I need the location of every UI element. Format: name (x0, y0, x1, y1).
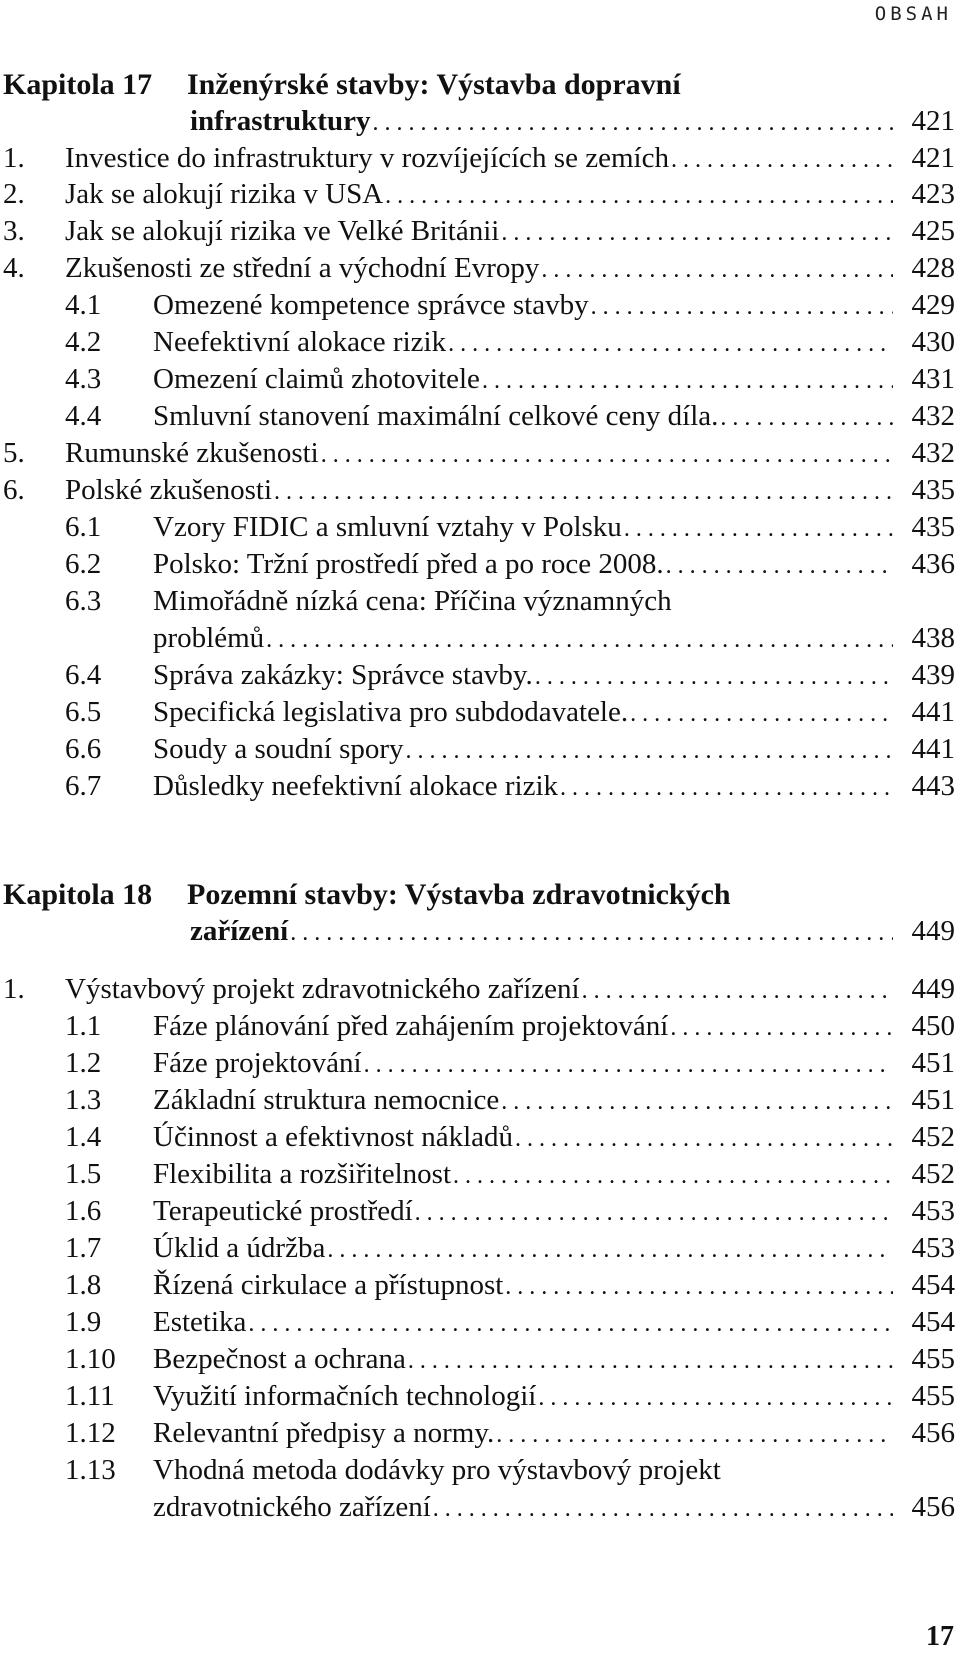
entry-number: 6.1 (65, 511, 102, 543)
page-number: 449 (911, 915, 955, 947)
leader-dots (539, 251, 893, 289)
page-number: 432 (911, 400, 955, 432)
page-number: 455 (911, 1380, 955, 1412)
leader-dots (503, 1268, 893, 1306)
entry-number: 1. (3, 973, 25, 1005)
page-number: 438 (911, 622, 955, 654)
entry-label: Specifická legislativa pro subdodavatele. (153, 696, 629, 728)
entry-number: 1.6 (65, 1195, 102, 1227)
entry-number: 5. (3, 437, 25, 469)
entry-label-continuation: zdravotnického zařízení (153, 1491, 431, 1523)
leader-dots (446, 325, 893, 363)
entry-label: Účinnost a efektivnost nákladů (153, 1121, 513, 1153)
entry-number: 4.2 (65, 326, 102, 358)
leader-dots (494, 1416, 893, 1454)
page-number: 454 (911, 1306, 955, 1338)
page-number: 432 (911, 437, 955, 469)
leader-dots (264, 621, 893, 659)
entry-number: 1.7 (65, 1232, 102, 1264)
page-number: 451 (911, 1084, 955, 1116)
page-number: 435 (911, 511, 955, 543)
page-number: 455 (911, 1343, 955, 1375)
entry-label: Správa zakázky: Správce stavby. (153, 659, 533, 691)
toc-subentry (3, 767, 955, 805)
entry-label: Fáze projektování (153, 1047, 362, 1079)
toc-entry (3, 471, 955, 509)
leader-dots (383, 177, 893, 215)
folio-page-number: 17 (926, 1621, 954, 1652)
toc-entry (3, 212, 955, 250)
page-number: 435 (911, 474, 955, 506)
entry-label: Smluvní stanovení maximální celkové ceny díla. (153, 400, 719, 432)
entry-label: Bezpečnost a ochrana (153, 1343, 406, 1375)
leader-dots (272, 473, 893, 511)
page-number: 452 (911, 1158, 955, 1190)
leader-dots (628, 695, 893, 733)
entry-label: Základní struktura nemocnice (153, 1084, 500, 1116)
leader-dots (370, 104, 893, 142)
entry-label: Zkušenosti ze střední a východní Evropy (65, 252, 540, 284)
chapter-title-line2: infrastruktury (190, 105, 371, 137)
entry-number: 1. (3, 142, 25, 174)
entry-number: 3. (3, 215, 25, 247)
leader-dots (664, 547, 893, 585)
page-number: 430 (911, 326, 955, 358)
toc-subentry (3, 1303, 955, 1341)
page-number: 441 (911, 696, 955, 728)
entry-label: Soudy a soudní spory (153, 733, 404, 765)
toc-subentry (3, 1155, 955, 1193)
entry-label: Estetika (153, 1306, 247, 1338)
page-number: 423 (911, 178, 955, 210)
toc-subentry (3, 1266, 955, 1304)
toc-subentry (3, 1229, 955, 1267)
leader-dots (319, 436, 893, 474)
toc-subentry-continuation (3, 1488, 955, 1526)
page-number: 456 (911, 1417, 955, 1449)
entry-number: 1.5 (65, 1158, 102, 1190)
toc-subentry (3, 1044, 955, 1082)
toc-subentry (3, 656, 955, 694)
entry-label: Výstavbový projekt zdravotnického zařízení (65, 973, 580, 1005)
chapter-title-line1: Inženýrské stavby: Výstavba dopravní (187, 68, 681, 101)
entry-number: 6.6 (65, 733, 102, 765)
toc-subentry (3, 1118, 955, 1156)
toc-subentry (3, 1451, 955, 1489)
entry-label: Vhodná metoda dodávky pro výstavbový projekt (153, 1454, 721, 1486)
leader-dots (406, 1342, 893, 1380)
toc-subentry (3, 1414, 955, 1452)
chapter-18-title (3, 876, 955, 914)
leader-dots (558, 769, 893, 807)
entry-number: 6.3 (65, 585, 102, 617)
page-number: 449 (911, 973, 955, 1005)
entry-number: 1.10 (65, 1343, 116, 1375)
leader-dots (288, 914, 893, 952)
running-header: OBSAH (874, 3, 952, 25)
entry-label: Jak se alokují rizika v USA (65, 178, 384, 210)
toc-entry (3, 249, 955, 287)
toc-subentry (3, 508, 955, 546)
toc-entry-chapter-17 (3, 102, 955, 140)
entry-label: Omezené kompetence správce stavby (153, 289, 589, 321)
toc-subentry (3, 286, 955, 324)
entry-number: 6.4 (65, 659, 102, 691)
leader-dots (668, 1009, 893, 1047)
toc-entry (3, 175, 955, 213)
page-number: 431 (911, 363, 955, 395)
toc-entry (3, 970, 955, 1008)
entry-number: 6.7 (65, 770, 102, 802)
toc-entry-chapter-18 (3, 912, 955, 950)
toc-subentry (3, 693, 955, 731)
page-number: 436 (911, 548, 955, 580)
page-number: 443 (911, 770, 955, 802)
entry-number: 6. (3, 474, 25, 506)
page-number: 429 (911, 289, 955, 321)
toc-subentry (3, 323, 955, 361)
entry-label: Relevantní předpisy a normy. (153, 1417, 495, 1449)
toc-subentry (3, 1081, 955, 1119)
toc-entry (3, 434, 955, 472)
entry-label: Fáze plánování před zahájením projektování (153, 1010, 669, 1042)
leader-dots (513, 1120, 893, 1158)
leader-dots (362, 1046, 893, 1084)
leader-dots (669, 141, 893, 179)
entry-number: 4.3 (65, 363, 102, 395)
leader-dots (536, 1379, 893, 1417)
leader-dots (622, 510, 893, 548)
leader-dots (499, 214, 893, 252)
leader-dots (404, 732, 893, 770)
entry-number: 1.8 (65, 1269, 102, 1301)
entry-number: 1.12 (65, 1417, 116, 1449)
page-number: 453 (911, 1195, 955, 1227)
toc-subentry-continuation (3, 619, 955, 657)
page-number: 441 (911, 733, 955, 765)
toc-subentry (3, 1007, 955, 1045)
leader-dots (413, 1194, 893, 1232)
leader-dots (718, 399, 893, 437)
leader-dots (589, 288, 893, 326)
entry-label: Omezení claimů zhotovitele (153, 363, 480, 395)
entry-number: 1.3 (65, 1084, 102, 1116)
chapter-number: Kapitola 18 (3, 878, 153, 911)
entry-label: Mimořádně nízká cena: Příčina významných (153, 585, 672, 617)
entry-number: 1.1 (65, 1010, 102, 1042)
page-number: 421 (911, 142, 955, 174)
entry-number: 4.1 (65, 289, 102, 321)
entry-label: Flexibilita a rozšiřitelnost (153, 1158, 452, 1190)
chapter-17-title (3, 66, 955, 104)
leader-dots (325, 1231, 893, 1269)
page-number: 451 (911, 1047, 955, 1079)
entry-label: Důsledky neefektivní alokace rizik (153, 770, 559, 802)
entry-label: Polsko: Tržní prostředí před a po roce 2008. (153, 548, 664, 580)
entry-number: 1.2 (65, 1047, 102, 1079)
toc-entry (3, 139, 955, 177)
page-number: 421 (911, 105, 955, 137)
toc-subentry (3, 730, 955, 768)
entry-label: Jak se alokují rizika ve Velké Británii (65, 215, 500, 247)
entry-number: 1.4 (65, 1121, 102, 1153)
page-number: 452 (911, 1121, 955, 1153)
leader-dots (431, 1490, 893, 1528)
toc-subentry (3, 1377, 955, 1415)
toc-subentry (3, 582, 955, 620)
entry-number: 1.13 (65, 1454, 116, 1486)
leader-dots (533, 658, 893, 696)
entry-label: Řízená cirkulace a přístupnost (153, 1269, 504, 1301)
toc-subentry (3, 360, 955, 398)
toc-subentry (3, 397, 955, 435)
chapter-number: Kapitola 17 (3, 68, 153, 101)
entry-number: 1.9 (65, 1306, 102, 1338)
entry-label: Terapeutické prostředí (153, 1195, 413, 1227)
leader-dots (580, 972, 893, 1010)
page-number: 454 (911, 1269, 955, 1301)
leader-dots (451, 1157, 893, 1195)
chapter-title-line1: Pozemní stavby: Výstavba zdravotnických (187, 878, 731, 911)
entry-label-continuation: problémů (153, 622, 265, 654)
page-number: 456 (911, 1491, 955, 1523)
entry-number: 6.2 (65, 548, 102, 580)
toc-subentry (3, 1192, 955, 1230)
entry-number: 6.5 (65, 696, 102, 728)
entry-label: Vzory FIDIC a smluvní vztahy v Polsku (153, 511, 622, 543)
page-number: 428 (911, 252, 955, 284)
page-number: 453 (911, 1232, 955, 1264)
entry-label: Rumunské zkušenosti (65, 437, 319, 469)
entry-number: 4.4 (65, 400, 102, 432)
entry-label: Polské zkušenosti (65, 474, 273, 506)
toc-subentry (3, 1340, 955, 1378)
entry-number: 4. (3, 252, 25, 284)
entry-number: 1.11 (65, 1380, 115, 1412)
entry-label: Neefektivní alokace rizik (153, 326, 447, 358)
chapter-title-line2: zařízení (190, 915, 289, 947)
leader-dots (246, 1305, 893, 1343)
page-number: 439 (911, 659, 955, 691)
toc-subentry (3, 545, 955, 583)
entry-label: Úklid a údržba (153, 1232, 326, 1264)
page-number: 425 (911, 215, 955, 247)
page-number: 450 (911, 1010, 955, 1042)
leader-dots (499, 1083, 893, 1121)
entry-label: Využití informačních technologií (153, 1380, 537, 1412)
entry-label: Investice do infrastruktury v rozvíjejících se zemích (65, 142, 669, 174)
entry-number: 2. (3, 178, 25, 210)
leader-dots (480, 362, 893, 400)
